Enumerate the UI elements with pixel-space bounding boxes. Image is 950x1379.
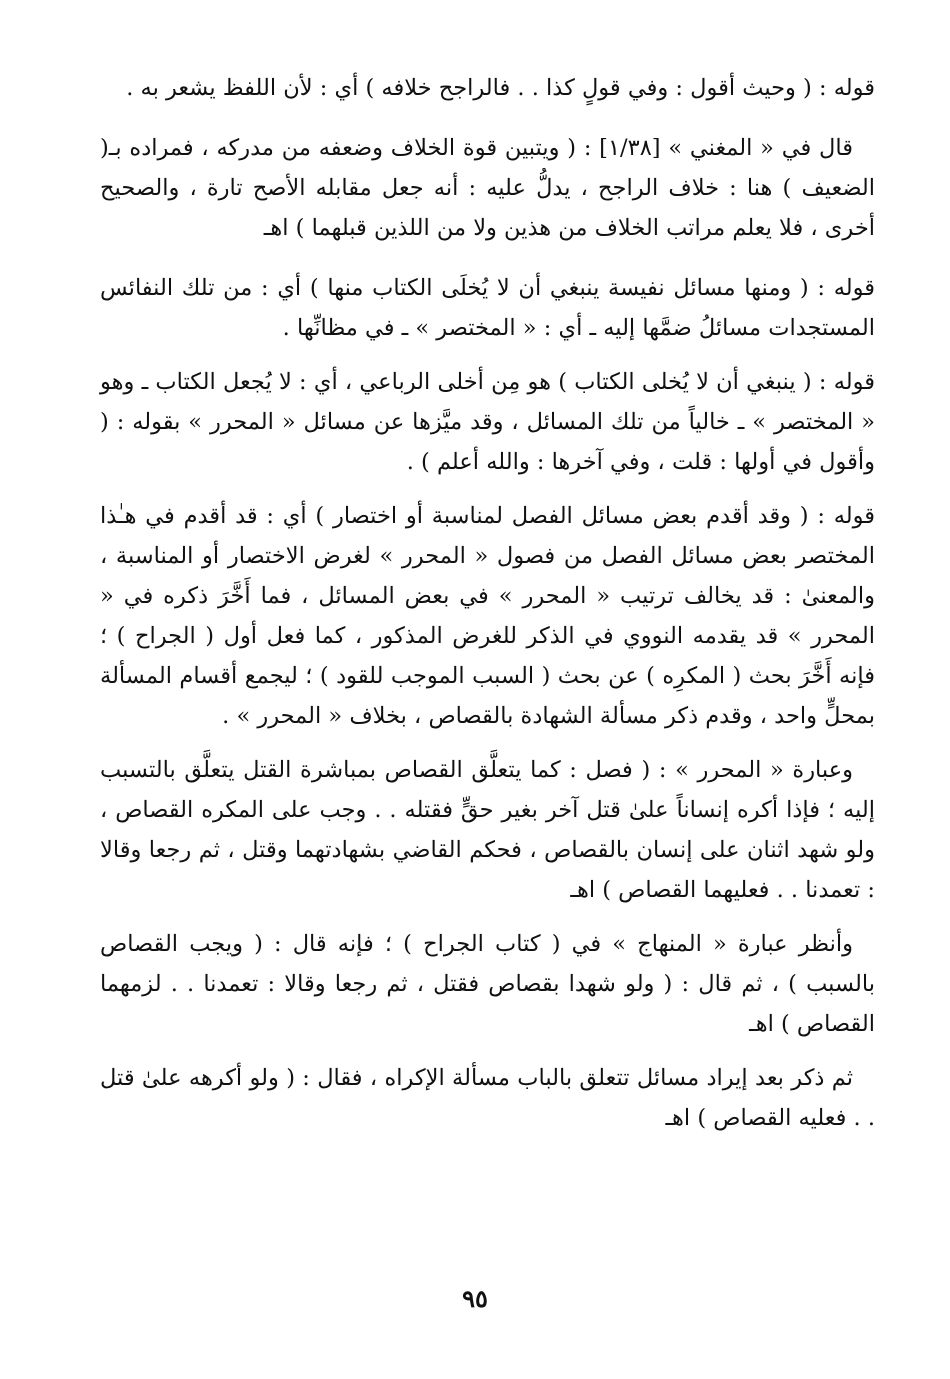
- page-body: [100, 68, 875, 1158]
- paragraph-7: وأنظر عبارة « المنهاج » في ( كتاب الجراح ) ؛ فإنه قال : ( ويجب القصاص بالسبب ) ، ثم قال : ( ولو شهدا بقصاص فقتل ، ثم رجعا وقالا : تعمدنا . . لزمهما القصاص ) اهـ: [100, 931, 875, 1037]
- page-number: ٩٥: [462, 1284, 488, 1313]
- paragraph-4: قوله : ( ينبغي أن لا يُخلى الكتاب ) هو مِن أخلى الرباعي ، أي : لا يُجعل الكتاب ـ وهو « المختصر » ـ خالياً من تلك المسائل ، وقد ميَّزها عن مسائل « المحرر » بقوله : ( وأقول في أولها : قلت ، وفي آخرها : والله أعلم ) .: [100, 369, 875, 475]
- paragraph-6: وعبارة « المحرر » : ( فصل : كما يتعلَّق القصاص بمباشرة القتل يتعلَّق بالتسبب إليه ؛ فإذا أكره إنساناً علىٰ قتل آخر بغير حقٍّ فقتله . . وجب على المكره القصاص ، ولو شهد اثنان على إنسان بالقصاص ، فحكم القاضي بشهادتهما وقتل ، ثم رجعا وقالا : تعمدنا . . فعليهما القصاص ) اهـ: [100, 757, 875, 903]
- paragraph-1: قوله : ( وحيث أقول : وفي قولٍ كذا . . فالراجح خلافه ) أي : لأن اللفظ يشعر به .: [126, 75, 875, 101]
- paragraph-5: قوله : ( وقد أقدم بعض مسائل الفصل لمناسبة أو اختصار ) أي : قد أقدم في هـٰذا المختصر بعض مسائل الفصل من فصول « المحرر » لغرض الاختصار أو المناسبة ، والمعنىٰ : قد يخالف ترتيب « المحرر » في بعض المسائل ، فما أَخَّرَ ذكره في « المحرر » قد يقدمه النووي في الذكر للغرض المذكور ، كما فعل أول ( الجراح ) ؛ فإنه أَخَّرَ بحث ( المكرِه ) عن بحث ( السبب الموجب للقود ) ؛ ليجمع أقسام المسألة بمحلٍّ واحد ، وقدم ذكر مسألة الشهادة بالقصاص ، بخلاف « المحرر » .: [100, 503, 875, 729]
- paragraph-3: قوله : ( ومنها مسائل نفيسة ينبغي أن لا يُخلَى الكتاب منها ) أي : من تلك النفائس المستجدات مسائلُ ضمَّها إليه ـ أي : « المختصر » ـ في مظانِّها .: [100, 275, 875, 341]
- paragraph-2: قال في « المغني » [١/٣٨] : ( ويتبين قوة الخلاف وضعفه من مدركه ، فمراده بـ( الضعيف ) هنا : خلاف الراجح ، يدلُّ عليه : أنه جعل مقابله الأصح تارة ، والصحيح أخرى ، فلا يعلم مراتب الخلاف من هذين ولا من اللذين قبلهما ) اهـ: [100, 135, 875, 241]
- paragraph-8: ثم ذكر بعد إيراد مسائل تتعلق بالباب مسألة الإكراه ، فقال : ( ولو أكرهه علىٰ قتل . . فعليه القصاص ) اهـ: [100, 1065, 875, 1131]
